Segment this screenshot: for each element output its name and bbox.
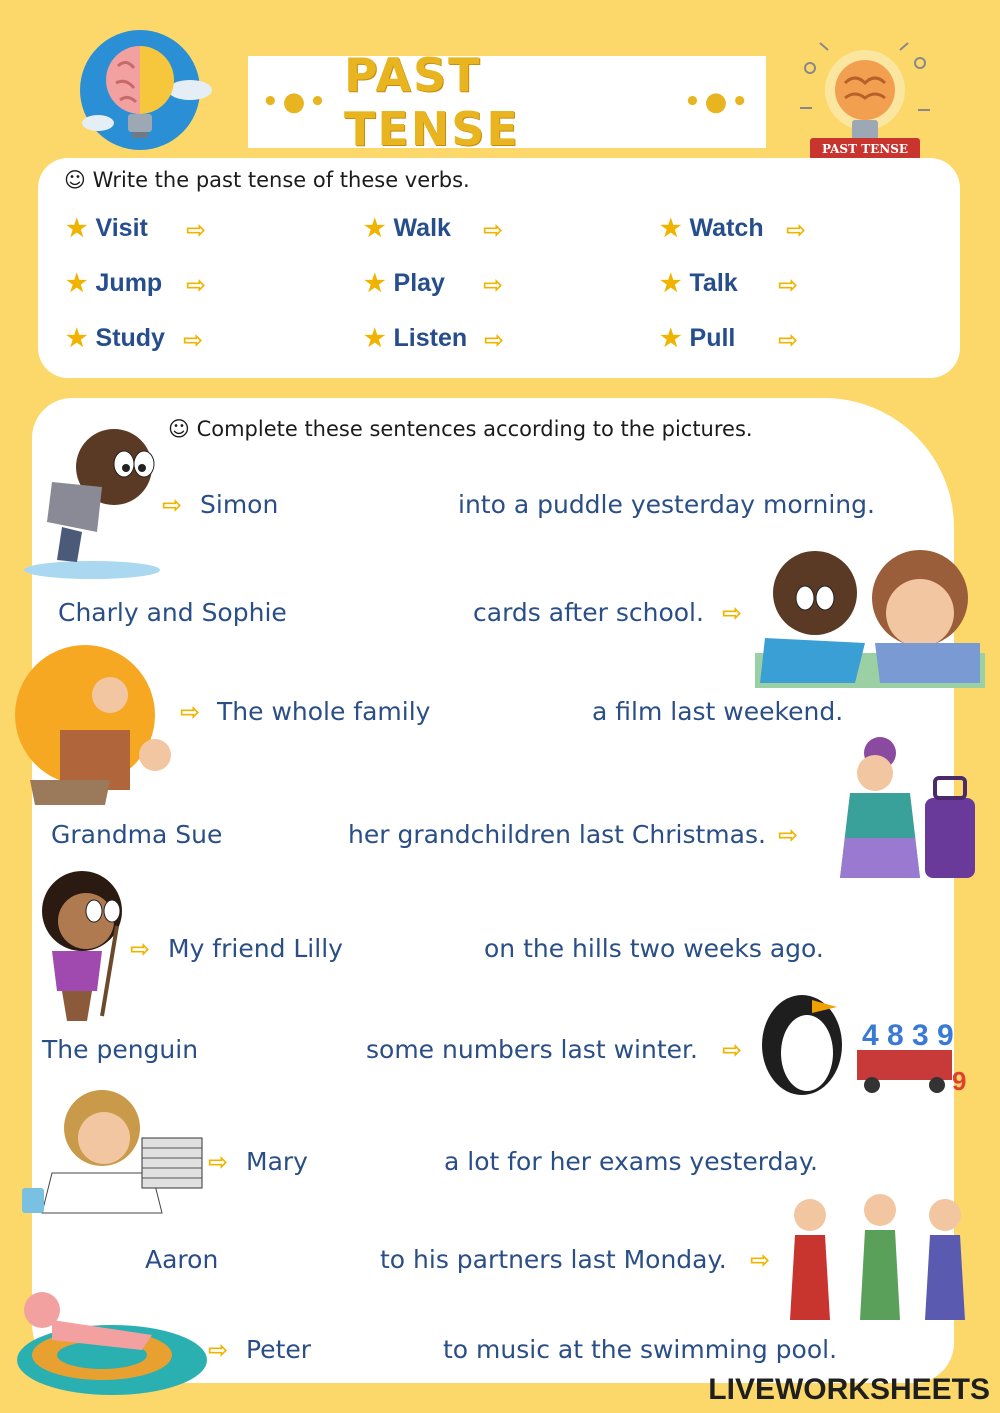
arrow-icon: ⇨ bbox=[484, 326, 505, 354]
arrow-icon: ⇨ bbox=[778, 326, 799, 354]
sentence-subject: Grandma Sue bbox=[51, 820, 223, 849]
arrow-icon: ⇨ bbox=[183, 326, 204, 354]
verb-item bbox=[660, 269, 738, 298]
sentence-subject: Mary bbox=[246, 1147, 308, 1176]
boy-jumping-picture bbox=[22, 412, 162, 584]
verb-word: Talk bbox=[689, 269, 738, 297]
sentence-rest: into a puddle yesterday morning. bbox=[458, 490, 875, 519]
arrow-icon: ⇨ bbox=[186, 271, 207, 299]
past-tense-badge-logo bbox=[790, 28, 940, 168]
svg-text:4 8 3 9: 4 8 3 9 bbox=[862, 1019, 954, 1052]
sentence-subject: Simon bbox=[200, 490, 279, 519]
star-icon: ★ bbox=[66, 270, 88, 297]
sentence-rest: a film last weekend. bbox=[592, 697, 844, 726]
arrow-icon: ⇨ bbox=[750, 1246, 771, 1274]
arrow-icon: ⇨ bbox=[130, 935, 151, 963]
sentences-instruction: ☺ Complete these sentences according to the pictures. bbox=[168, 417, 753, 441]
arrow-icon: ⇨ bbox=[180, 698, 201, 726]
liveworksheets-logo: LIVEWORKSHEETS bbox=[708, 1373, 990, 1406]
sentence-rest: to music at the swimming pool. bbox=[443, 1335, 838, 1364]
sentence-rest: cards after school. bbox=[473, 598, 704, 627]
sentence-rest: some numbers last winter. bbox=[366, 1035, 698, 1064]
svg-text:9: 9 bbox=[952, 1066, 967, 1096]
girl-walking-picture bbox=[22, 866, 140, 1026]
arrow-icon: ⇨ bbox=[778, 271, 799, 299]
verb-item bbox=[660, 214, 764, 243]
verb-word: Study bbox=[95, 324, 165, 352]
girl-studying-picture bbox=[12, 1078, 212, 1223]
arrow-icon: ⇨ bbox=[208, 1336, 229, 1364]
star-icon: ★ bbox=[364, 215, 386, 242]
men-talking-picture bbox=[770, 1185, 985, 1325]
verb-item bbox=[66, 324, 165, 353]
star-icon: ★ bbox=[364, 270, 386, 297]
star-icon: ★ bbox=[660, 270, 682, 297]
verb-item bbox=[66, 214, 148, 243]
arrow-icon: ⇨ bbox=[778, 821, 799, 849]
verb-item bbox=[364, 269, 445, 298]
arrow-icon: ⇨ bbox=[483, 271, 504, 299]
verb-item bbox=[66, 269, 162, 298]
title-banner bbox=[248, 48, 766, 156]
star-icon: ★ bbox=[660, 215, 682, 242]
kids-playing-cards-picture bbox=[755, 543, 985, 688]
verb-item bbox=[364, 214, 451, 243]
verbs-instruction: ☺ Write the past tense of these verbs. bbox=[64, 168, 470, 192]
sentence-subject: My friend Lilly bbox=[168, 934, 343, 963]
star-icon: ★ bbox=[66, 215, 88, 242]
arrow-icon: ⇨ bbox=[722, 1036, 743, 1064]
arrow-icon: ⇨ bbox=[162, 491, 183, 519]
family-watching-tv-picture bbox=[10, 640, 195, 810]
sentence-rest: a lot for her exams yesterday. bbox=[444, 1147, 818, 1176]
verb-word: Watch bbox=[689, 214, 764, 242]
title-dots-left: •●• bbox=[262, 87, 330, 117]
badge-label: PAST TENSE bbox=[810, 138, 920, 160]
sentence-subject: Charly and Sophie bbox=[58, 598, 287, 627]
verb-word: Jump bbox=[95, 269, 163, 297]
grandma-with-suitcase-picture bbox=[810, 728, 985, 890]
star-icon: ★ bbox=[660, 325, 682, 352]
page-title: PAST TENSE bbox=[343, 48, 520, 156]
sentence-subject: Aaron bbox=[145, 1245, 219, 1274]
verb-word: Walk bbox=[393, 214, 451, 242]
man-in-pool-picture bbox=[12, 1280, 212, 1398]
arrow-icon: ⇨ bbox=[722, 599, 743, 627]
arrow-icon: ⇨ bbox=[483, 216, 504, 244]
verb-item bbox=[660, 324, 735, 353]
verb-word: Play bbox=[393, 269, 445, 297]
penguin-pulling-numbers-picture bbox=[752, 975, 982, 1100]
arrow-icon: ⇨ bbox=[786, 216, 807, 244]
sentence-subject: Peter bbox=[246, 1335, 312, 1364]
verb-item bbox=[364, 324, 467, 353]
title-dots-right: •●• bbox=[684, 87, 752, 117]
sentence-rest: to his partners last Monday. bbox=[380, 1245, 727, 1274]
star-icon: ★ bbox=[364, 325, 386, 352]
sentence-subject: The whole family bbox=[217, 697, 431, 726]
sentence-subject: The penguin bbox=[42, 1035, 199, 1064]
verb-word: Pull bbox=[689, 324, 736, 352]
arrow-icon: ⇨ bbox=[208, 1148, 229, 1176]
sentence-rest: on the hills two weeks ago. bbox=[484, 934, 824, 963]
brain-bulb-logo bbox=[78, 28, 218, 153]
sentence-rest: her grandchildren last Christmas. bbox=[348, 820, 766, 849]
star-icon: ★ bbox=[66, 325, 88, 352]
arrow-icon: ⇨ bbox=[186, 216, 207, 244]
verb-word: Visit bbox=[95, 214, 148, 242]
verb-word: Listen bbox=[393, 324, 468, 352]
